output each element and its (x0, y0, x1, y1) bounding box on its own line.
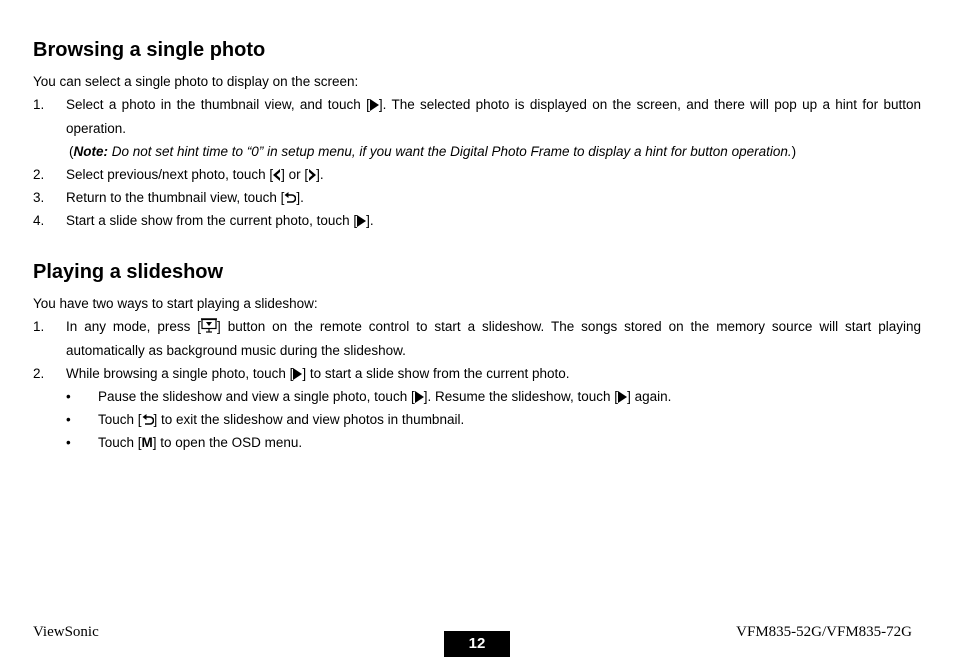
section2-bullet-1 (33, 385, 921, 408)
section-title-browsing: Browsing a single photo (33, 39, 266, 61)
menu-key-label: M (141, 435, 153, 450)
section1-intro: You can select a single photo to display on the screen: (33, 74, 359, 89)
return-icon (142, 414, 154, 426)
list-number: 1. (33, 319, 45, 334)
slideshow-icon (201, 318, 217, 333)
section2-item-1 (33, 315, 921, 362)
return-icon (284, 192, 296, 204)
section2-intro: You have two ways to start playing a slideshow: (33, 296, 318, 311)
section1-item-1 (33, 93, 921, 140)
text-segment: ]. The selected photo is displayed on the screen, and there will pop up a hint for button operation. (66, 97, 921, 136)
list-number: 4. (33, 213, 45, 228)
section1-item-3 (33, 186, 921, 209)
text-segment: Touch [ (98, 435, 142, 450)
play-icon (618, 391, 627, 403)
list-number: 2. (33, 167, 45, 182)
text-segment: ] again. (627, 389, 672, 404)
section2-bullet-2 (33, 408, 921, 431)
list-item-text (66, 93, 921, 140)
text-segment: ] or [ (281, 167, 309, 182)
page-number: 12 (444, 631, 510, 657)
note-paren: ( (69, 144, 74, 159)
text-segment: ] to exit the slideshow and view photos in thumbnail. (153, 412, 465, 427)
text-segment: Pause the slideshow and view a single photo, touch [ (98, 389, 415, 404)
text-segment: ]. (366, 213, 374, 228)
bullet-mark: • (66, 412, 71, 427)
text-segment: ]. Resume the slideshow, touch [ (423, 389, 619, 404)
note-label: Note: (73, 144, 108, 159)
text-segment: ]. (316, 167, 324, 182)
note-text: Do not set hint time to “0” in setup menu, if you want the Digital Photo Frame to display a hint for button operation. (108, 144, 792, 159)
previous-icon (273, 169, 281, 181)
footer-brand: ViewSonic (33, 624, 99, 640)
text-segment: In any mode, press [ (66, 319, 202, 334)
bullet-text (98, 431, 921, 455)
section2-bullet-3 (33, 431, 921, 454)
note (69, 140, 796, 164)
list-number: 2. (33, 366, 45, 381)
section1-item-2 (33, 163, 921, 186)
list-number: 1. (33, 97, 45, 112)
text-segment: ] to open the OSD menu. (152, 435, 303, 450)
text-segment: ] button on the remote control to start a slideshow. The songs stored on the memory source will start playing automatically as background music during the slideshow. (66, 319, 922, 358)
bullet-text (98, 385, 921, 409)
section1-item-4 (33, 209, 921, 232)
bullet-mark: • (66, 435, 71, 450)
next-icon (308, 169, 316, 181)
play-icon (370, 99, 379, 111)
bullet-text (98, 408, 921, 432)
text-segment: Select a photo in the thumbnail view, and touch [ (66, 97, 370, 112)
text-segment: ]. (296, 190, 304, 205)
text-segment: ] to start a slide show from the current photo. (302, 366, 570, 381)
list-number: 3. (33, 190, 45, 205)
text-segment: Touch [ (98, 412, 142, 427)
list-item-text (66, 362, 921, 386)
list-item-text (66, 315, 921, 362)
section-title-slideshow: Playing a slideshow (33, 261, 224, 283)
footer-model: VFM835-52G/VFM835-72G (736, 624, 912, 640)
text-segment: Start a slide show from the current photo, touch [ (66, 213, 358, 228)
text-segment: While browsing a single photo, touch [ (66, 366, 294, 381)
section2-item-2 (33, 362, 921, 385)
play-icon (415, 391, 424, 403)
text-segment: Return to the thumbnail view, touch [ (66, 190, 285, 205)
list-item-text (66, 209, 921, 233)
note-paren: ) (791, 144, 797, 159)
bullet-mark: • (66, 389, 71, 404)
list-item-text (66, 163, 921, 187)
list-item-text (66, 186, 921, 210)
text-segment: Select previous/next photo, touch [ (66, 167, 274, 182)
play-icon (357, 215, 366, 227)
